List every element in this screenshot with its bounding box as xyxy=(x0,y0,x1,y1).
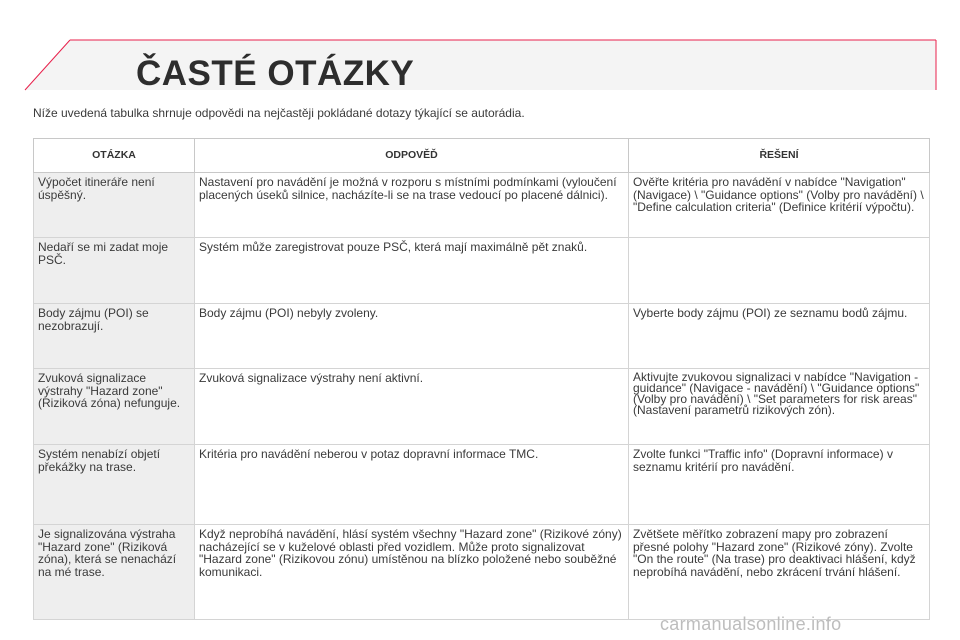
intro-text: Níže uvedená tabulka shrnuje odpovědi na nejčastěji pokládané dotazy týkající se autorádia. xyxy=(33,106,525,120)
answer-cell: Nastavení pro navádění je možná v rozporu s místními podmínkami (vyloučení placených úseků silnice, nacházíte-li se na trase vedoucí po placené dálnici). xyxy=(195,173,629,238)
page-title: ČASTÉ OTÁZKY xyxy=(136,54,415,93)
answer-cell: Zvuková signalizace výstrahy není aktivní. xyxy=(195,369,629,445)
answer-cell: Když neprobíhá navádění, hlásí systém všechny "Hazard zone" (Rizikové zóny) nacházející se v kuželové oblasti před vozidlem. Může proto signalizovat "Hazard zone" (Rizikovou zónu) umístěnou na blízko položené nebo souběžné komunikaci. xyxy=(195,525,629,620)
answer-cell: Systém může zaregistrovat pouze PSČ, která mají maximálně pět znaků. xyxy=(195,238,629,304)
question-cell: Je signalizována výstraha "Hazard zone" (Riziková zóna), která se nenachází na mé trase. xyxy=(34,525,195,620)
question-cell: Výpočet itineráře není úspěšný. xyxy=(34,173,195,238)
answer-cell: Body zájmu (POI) nebyly zvoleny. xyxy=(195,304,629,369)
faq-table xyxy=(33,138,930,620)
solution-cell: Ověřte kritéria pro navádění v nabídce "Navigation" (Navigace) \ "Guidance options" (Volby pro navádění) \ "Define calculation criteria" (Definice kritérií výpočtu). xyxy=(629,173,930,238)
table-row xyxy=(34,445,930,525)
answer-cell: Kritéria pro navádění neberou v potaz dopravní informace TMC. xyxy=(195,445,629,525)
solution-cell: Zvolte funkci "Traffic info" (Dopravní informace) v seznamu kritérií pro navádění. xyxy=(629,445,930,525)
column-header-answer: ODPOVĚĎ xyxy=(195,139,629,173)
solution-cell xyxy=(629,238,930,304)
table-row xyxy=(34,369,930,445)
solution-cell: Vyberte body zájmu (POI) ze seznamu bodů zájmu. xyxy=(629,304,930,369)
table-row xyxy=(34,304,930,369)
table-row xyxy=(34,238,930,304)
column-header-question: OTÁZKA xyxy=(34,139,195,173)
solution-cell: Aktivujte zvukovou signalizaci v nabídce "Navigation - guidance" (Navigace - navádění) \ "Guidance options" (Volby pro navádění) \ "Set parameters for risk areas" (Nastavení parametrů rizikových zón). xyxy=(629,369,930,445)
table-row xyxy=(34,173,930,238)
table-row xyxy=(34,525,930,620)
question-cell: Systém nenabízí objetí překážky na trase. xyxy=(34,445,195,525)
table-header-row xyxy=(34,139,930,173)
column-header-solution: ŘEŠENÍ xyxy=(629,139,930,173)
question-cell: Zvuková signalizace výstrahy "Hazard zone" (Riziková zóna) nefunguje. xyxy=(34,369,195,445)
watermark: carmanualsonline.info xyxy=(660,614,842,634)
solution-cell: Zvětšete měřítko zobrazení mapy pro zobrazení přesné polohy "Hazard zone" (Rizikové zóny). Zvolte "On the route" (Na trase) pro deaktivaci hlášení, když neprobíhá navádění, nebo zkrácení trvání hlášení. xyxy=(629,525,930,620)
question-cell: Body zájmu (POI) se nezobrazují. xyxy=(34,304,195,369)
question-cell: Nedaří se mi zadat moje PSČ. xyxy=(34,238,195,304)
